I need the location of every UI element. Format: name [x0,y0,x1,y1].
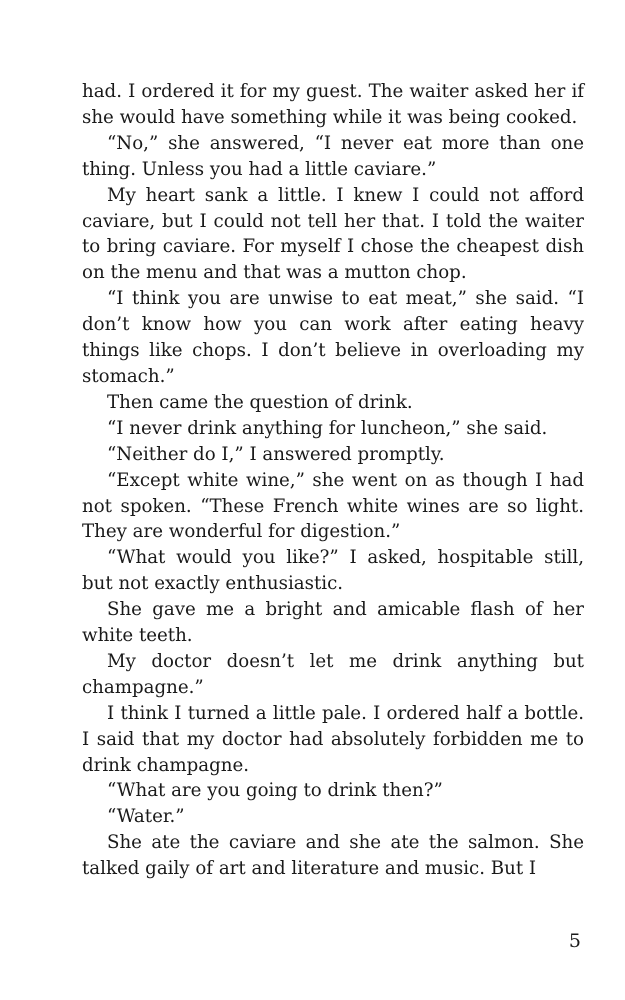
paragraph-10: She gave me a bright and amicable flash of her white teeth. [82,599,584,647]
paragraph-12: I think I turned a little pale. I ordered half a bottle. I said that my doctor had absolutely forbidden me to drink champagne. [82,702,584,776]
paragraph-3: My heart sank a little. I knew I could not afford caviare, but I could not tell her that. I told the waiter to bring caviare. For myself I chose the cheapest dish on the menu and that was a mutton chop. [82,184,584,284]
paragraph-6: “I never drink anything for luncheon,” she said. [107,417,548,439]
paragraph-11: My doctor doesn’t let me drink anything but champagne.” [82,650,584,698]
body-text [82,79,584,882]
page-number: 5 [568,930,581,952]
paragraph-9: “What would you like?” I asked, hospitable still, but not exactly enthusiastic. [82,547,584,595]
paragraph-5: Then came the question of drink. [107,391,413,413]
paragraph-1: had. I ordered it for my guest. The waiter asked her if she would have something while it was being cooked. [82,81,584,128]
paragraph-8: “Except white wine,” she went on as though I had not spoken. “These French white wines are so light. They are wonderful for digestion.” [82,469,584,543]
paragraph-13: “What are you going to drink then?” [107,780,443,802]
paragraph-4: “I think you are unwise to eat meat,” she said. “I don’t know how you can work after eating heavy things like chops. I don’t believe in overloading my stomach.” [82,288,584,387]
paragraph-14: “Water.” [107,806,185,828]
paragraph-15: She ate the caviare and she ate the salmon. She talked gaily of art and literature and music. But I [82,832,584,880]
paragraph-7: “Neither do I,” I answered promptly. [107,443,445,465]
paragraph-2: “No,” she answered, “I never eat more than one thing. Unless you had a little caviare.” [82,132,584,180]
